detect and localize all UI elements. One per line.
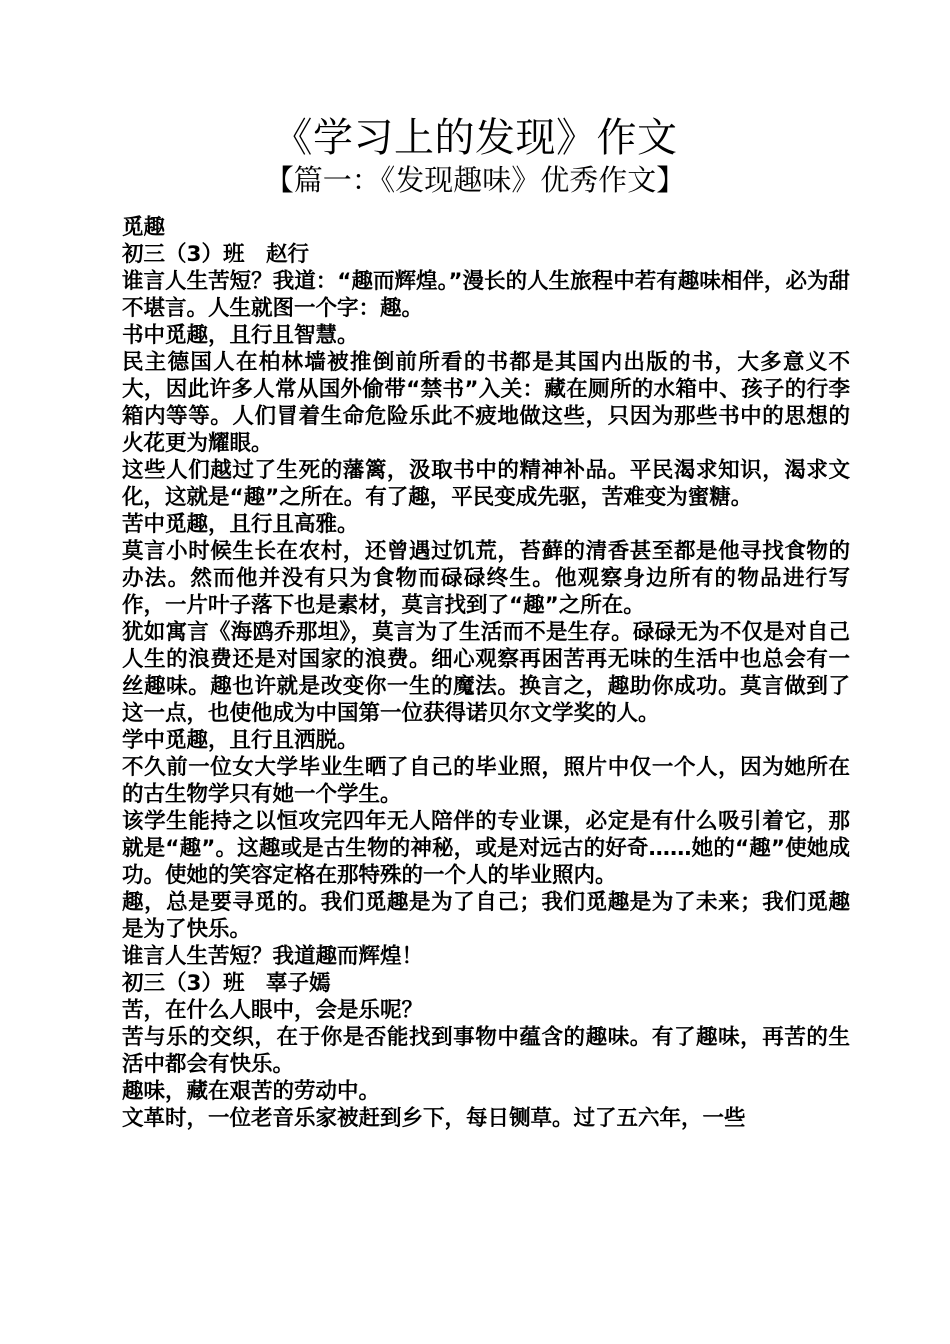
paragraph: 文革时，一位老音乐家被赶到乡下，每日铡草。过了五六年，一些 (122, 1106, 746, 1131)
document-body (116, 214, 850, 1132)
section-heading: 学中觅趣，且行且洒脱。 (122, 728, 359, 753)
paragraph: 民主德国人在柏林墙被推倒前所看的书都是其国内出版的书，大多意义不大，因此许多人常从国外偷带“禁书”入关：藏在厕所的水箱中、孩子的行李箱内等等。人们冒着生命危险乐此不疲地做这些，只因为那些书中的思想的火花更为耀眼。 (122, 350, 850, 456)
section-heading: 趣味，藏在艰苦的劳动中。 (122, 1079, 381, 1104)
document-title: 《学习上的发现》作文 (272, 115, 678, 161)
section-heading: 苦中觅趣，且行且高雅。 (122, 512, 359, 537)
paragraph: 谁言人生苦短？我道趣而辉煌！ (122, 944, 424, 969)
paragraph: 莫言小时候生长在农村，还曾遇过饥荒，苔藓的清香甚至都是他寻找食物的办法。然而他并没有只为食物而碌碌终生。他观察身边所有的物品进行写作，一片叶子落下也是素材，莫言找到了“趣”之所在。 (122, 539, 850, 618)
paragraph: 趣，总是要寻觅的。我们觅趣是为了自己；我们觅趣是为了未来；我们觅趣是为了快乐。 (122, 890, 850, 942)
paragraph: 不久前一位女大学毕业生晒了自己的毕业照，照片中仅一个人，因为她所在的古生物学只有她一个学生。 (122, 755, 850, 807)
author-line: 初三（3）班 辜子嫣 (122, 971, 331, 996)
essay-heading: 觅趣 (122, 215, 166, 240)
document-subtitle: 【篇一：《发现趣味》优秀作文】 (264, 163, 686, 197)
paragraph: 该学生能持之以恒攻完四年无人陪伴的专业课，必定是有什么吸引着它，那就是“趣”。这趣或是古生物的神秘，或是对远古的好奇……她的“趣”使她成功。使她的笑容定格在那特殊的一个人的毕业照内。 (122, 809, 850, 888)
paragraph: 谁言人生苦短？我道：“趣而辉煌。”漫长的人生旅程中若有趣味相伴，必为甜不堪言。人生就图一个字：趣。 (122, 269, 850, 321)
paragraph: 苦与乐的交织，在于你是否能找到事物中蕴含的趣味。有了趣味，再苦的生活中都会有快乐。 (122, 1025, 850, 1077)
paragraph: 犹如寓言《海鸥乔那坦》，莫言为了生活而不是生存。碌碌无为不仅是对自己人生的浪费还是对国家的浪费。细心观察再困苦再无味的生活中也总会有一丝趣味。趣也许就是改变你一生的魔法。换言之，趣助你成功。莫言做到了这一点，也使他成为中国第一位获得诺贝尔文学奖的人。 (122, 620, 850, 726)
paragraph: 苦，在什么人眼中，会是乐呢？ (122, 998, 424, 1023)
author-line: 初三（3）班 赵行 (122, 242, 309, 267)
paragraph: 这些人们越过了生死的藩篱，汲取书中的精神补品。平民渴求知识，渴求文化，这就是“趣”之所在。有了趣，平民变成先驱，苦难变为蜜糖。 (122, 458, 850, 510)
section-heading: 书中觅趣，且行且智慧。 (122, 323, 359, 348)
